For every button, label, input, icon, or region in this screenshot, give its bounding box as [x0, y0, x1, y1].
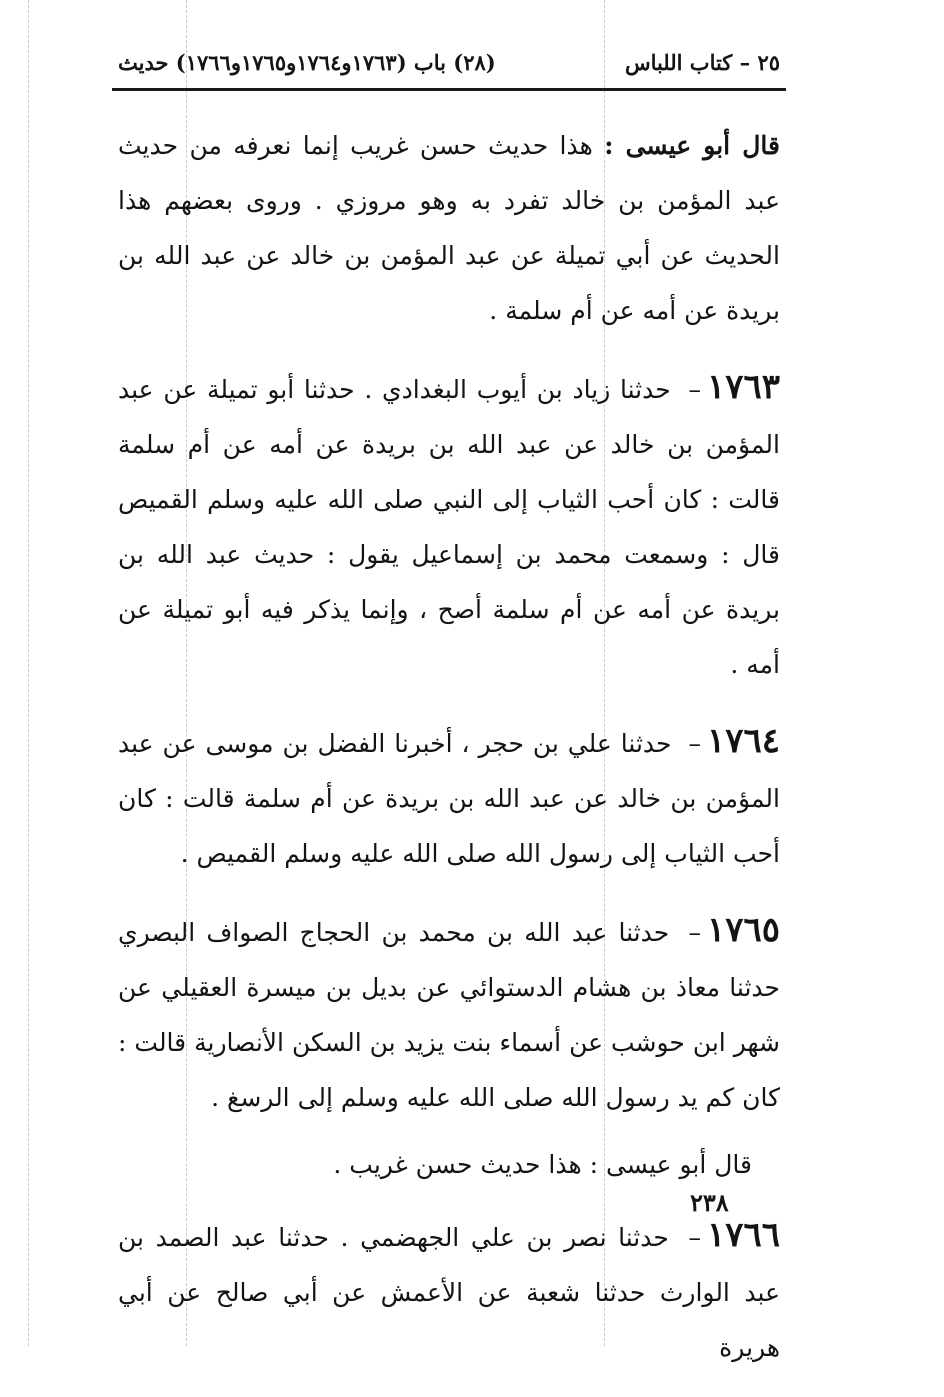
intro-text: هذا حديث حسن غريب إنما نعرفه من حديث عبد المؤمن بن خالد تفرد به وهو مروزي . وروى بعضهم هذا الحديث عن أبي تميلة عن عبد المؤمن بن خالد عن عبد الله بن بريدة عن أمه عن أم سلمة .: [118, 131, 780, 325]
hadith-number: ١٧٦٤: [706, 721, 780, 761]
hadith-text: حدثنا عبد الله بن محمد بن الحجاج الصواف البصري حدثنا معاذ بن هشام الدستوائي عن بديل بن ميسرة العقيلي عن شهر ابن حوشب عن أسماء بنت يزيد بن السكن الأنصارية قالت : كان كم يد رسول الله صلى الله عليه وسلم إلى الرسغ .: [118, 918, 780, 1112]
header-chapter-title: ٢٥ – كتاب اللباس: [624, 49, 780, 75]
intro-paragraph: [118, 118, 780, 338]
hadith-number: ١٧٦٥: [706, 910, 780, 950]
hadith-number: ١٧٦٦: [706, 1215, 780, 1255]
hadith-dash: –: [688, 375, 701, 404]
page-body: [118, 118, 780, 1397]
hadith-1765-grading: قال أبو عيسى : هذا حديث حسن غريب .: [333, 1150, 752, 1179]
running-header: [118, 40, 780, 84]
hadith-dash: –: [688, 729, 701, 758]
header-section-title: (٢٨) باب (١٧٦٣و١٧٦٤و١٧٦٥و١٧٦٦) حديث: [118, 49, 496, 75]
hadith-text: حدثنا زياد بن أيوب البغدادي . حدثنا أبو تميلة عن عبد المؤمن بن خالد عن عبد الله بن بريدة عن أمه عن أم سلمة قالت : كان أحب الثياب إلى النبي صلى الله عليه وسلم القميص قال : وسمعت محمد بن إسماعيل يقول : حديث عبد الله بن بريدة عن أمه عن أم سلمة أصح ، وإنما يذكر فيه أبو تميلة عن أمه .: [118, 375, 780, 679]
intro-lead: قال أبو عيسى :: [604, 131, 780, 160]
hadith-1764: [118, 714, 780, 881]
scan-guide-line: [28, 0, 29, 1346]
hadith-dash: –: [688, 918, 701, 947]
hadith-1763: [118, 360, 780, 692]
hadith-text: حدثنا علي بن حجر ، أخبرنا الفضل بن موسى عن عبد المؤمن بن خالد عن عبد الله بن بريدة عن أم سلمة قالت : كان أحب الثياب إلى رسول الله صلى الله عليه وسلم القميص .: [118, 729, 780, 868]
header-rule: [112, 88, 786, 91]
hadith-1765: [118, 903, 780, 1125]
hadith-number: ١٧٦٣: [706, 367, 780, 407]
hadith-1766: [118, 1208, 780, 1375]
hadith-dash: –: [688, 1223, 701, 1252]
hadith-text: حدثنا نصر بن علي الجهضمي . حدثنا عبد الصمد بن عبد الوارث حدثنا شعبة عن الأعمش عن أبي صالح عن أبي هريرة: [118, 1223, 780, 1362]
page-number: ٢٣٨: [690, 1188, 729, 1217]
